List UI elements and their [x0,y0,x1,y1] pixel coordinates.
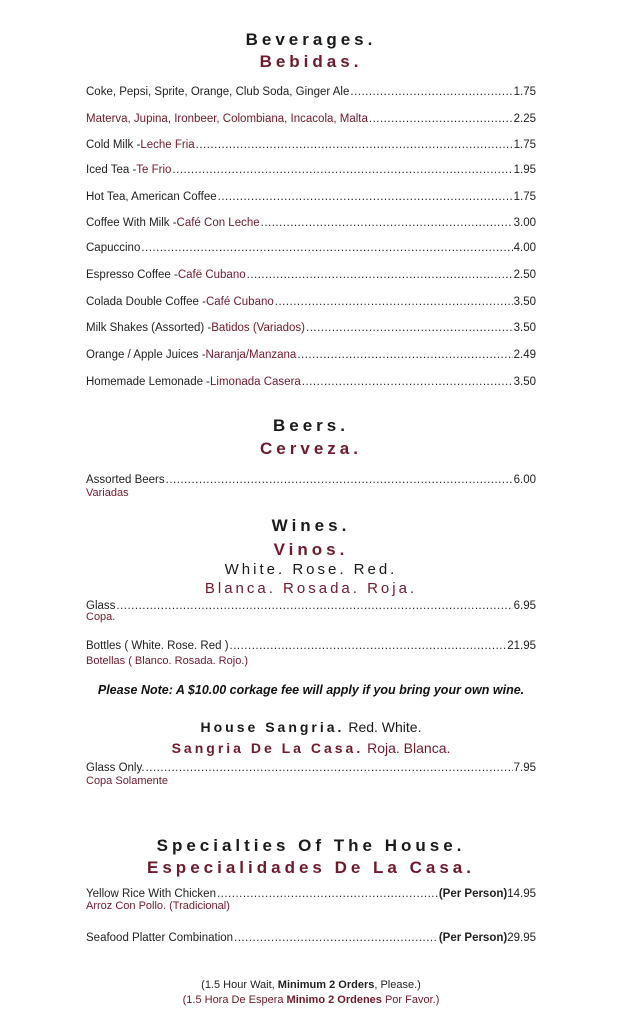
item-price: 1.75 [513,86,536,98]
menu-item [86,928,536,944]
sangria-types: Red. White. [344,719,422,735]
menu-item [86,109,536,125]
menu-item [86,884,536,900]
item-name-es: Te Frio [136,164,172,176]
item-price: 1.75 [513,139,536,151]
menu-item [86,318,536,334]
menu-item [86,187,536,203]
menu-item [86,345,536,361]
wait-note-es-post: Por Favor.) [381,994,440,1006]
leader-dots [146,762,513,774]
specialties-title-es: Especialidades De La Casa. [147,858,475,877]
item-name: Colada Double Coffee - [86,296,206,308]
wait-note-es-pre: (1.5 Hora De Espera [182,994,287,1006]
menu-item [86,82,536,98]
sangria-title-text-es: Sangria De La Casa. [171,740,364,756]
wine-types: White. Rose. Red. [224,561,398,578]
leader-dots [166,474,513,486]
item-price: 6.95 [513,600,536,612]
wine-types-es: Blanca. Rosada. Roja. [204,580,418,597]
item-name: Capuccino [86,242,141,254]
item-name-es: Batidos (Variados) [211,322,306,334]
item-price: 3.50 [513,322,536,334]
item-name: Seafood Platter Combination [86,932,234,944]
menu-item [86,160,536,176]
menu-item [86,758,536,774]
sangria-title [0,719,622,735]
item-name: Hot Tea, American Coffee [86,191,217,203]
item-name-es: Arroz Con Pollo. (Tradicional) [86,900,230,912]
item-name: Yellow Rice With Chicken [86,888,216,900]
leader-dots [218,191,513,203]
menu-item [86,596,536,612]
leader-dots [172,164,512,176]
wait-note [0,979,622,991]
item-name: Glass [86,600,116,612]
leader-dots [306,322,513,334]
item-name-es: Materva, Jupina, Ironbeer, Colombiana, Incacola, Malta [86,113,368,125]
item-name: Glass Only. [86,762,145,774]
beverages-title-es: Bebidas. [259,52,363,71]
leader-dots [196,139,513,151]
menu-item [86,470,536,486]
item-name-es: Copa Solamente [86,775,168,787]
item-name-es: Naranja/Manzana [205,349,297,361]
item-price: 2.49 [513,349,536,361]
item-name: Assorted Beers [86,474,165,486]
item-name-es: Variadas [86,487,129,499]
leader-dots [275,296,513,308]
item-price: 14.95 [507,888,536,900]
beverages-title: Beverages. [245,30,377,49]
leader-dots [234,932,438,944]
wait-note-pre: (1.5 Hour Wait, [201,979,278,991]
sangria-types-es: Roja. Blanca. [363,740,451,756]
item-name-es: Cafë Cubano [177,269,246,281]
sangria-title-es [0,740,622,756]
leader-dots [217,888,438,900]
leader-dots [302,376,513,388]
item-price: 6.00 [513,474,536,486]
wines-title: Wines. [271,516,351,535]
menu-item [86,636,536,652]
wait-note-bold: Minimum 2 Orders [277,979,375,991]
beers-title-es: Cerveza. [260,439,362,458]
item-name: Homemade Lemonade - [86,376,211,388]
item-name: Milk Shakes (Assorted) - [86,322,212,334]
item-name-es: Limonada Casera [210,376,301,388]
item-name: Espresso Coffee - [86,269,178,281]
menu-item [86,265,536,281]
item-price: 7.95 [513,762,536,774]
menu-item [86,213,536,229]
menu-item [86,372,536,388]
item-name: Bottles ( White. Rose. Red ) [86,640,229,652]
leader-dots [247,269,513,281]
leader-dots [261,217,513,229]
item-name: Coke, Pepsi, Sprite, Orange, Club Soda, Ginger Ale [86,86,350,98]
item-name-es: Café Cubano [205,296,274,308]
per-person-label: (Per Person) [438,888,508,900]
item-name-es: Copa. [86,611,116,623]
leader-dots [230,640,507,652]
leader-dots [116,600,512,612]
item-price: 3.50 [513,296,536,308]
item-name: Coffee With Milk - [86,217,177,229]
item-name-es: Botellas ( Blanco. Rosada. Rojo.) [86,655,249,667]
leader-dots [350,86,512,98]
item-price: 29.95 [507,932,536,944]
item-price: 3.50 [513,376,536,388]
item-name: Orange / Apple Juices - [86,349,206,361]
menu-item [86,135,536,151]
wines-title-es: Vinos. [273,540,349,559]
item-name-es: Café Con Leche [176,217,260,229]
item-price: 1.95 [513,164,536,176]
item-price: 2.50 [513,269,536,281]
menu-item [86,292,536,308]
sangria-title-text: House Sangria. [200,719,345,735]
item-price: 2.25 [513,113,536,125]
item-price: 4.00 [513,242,536,254]
leader-dots [297,349,512,361]
item-price: 1.75 [513,191,536,203]
corkage-note: Please Note: A $10.00 corkage fee will apply if you bring your own wine. [97,683,525,697]
wait-note-es-bold: Minimo 2 Ordenes [286,994,382,1006]
leader-dots [369,113,513,125]
per-person-label: (Per Person) [438,932,508,944]
menu-item [86,238,536,254]
wait-note-post: , Please.) [374,979,421,991]
item-price: 21.95 [507,640,536,652]
item-price: 3.00 [513,217,536,229]
item-name: Iced Tea - [86,164,137,176]
item-name: Cold Milk - [86,139,141,151]
leader-dots [141,242,512,254]
wait-note-es [0,994,622,1006]
item-name-es: Leche Fria [140,139,195,151]
specialties-title: Specialties Of The House. [156,836,466,855]
beers-title: Beers. [273,416,349,435]
